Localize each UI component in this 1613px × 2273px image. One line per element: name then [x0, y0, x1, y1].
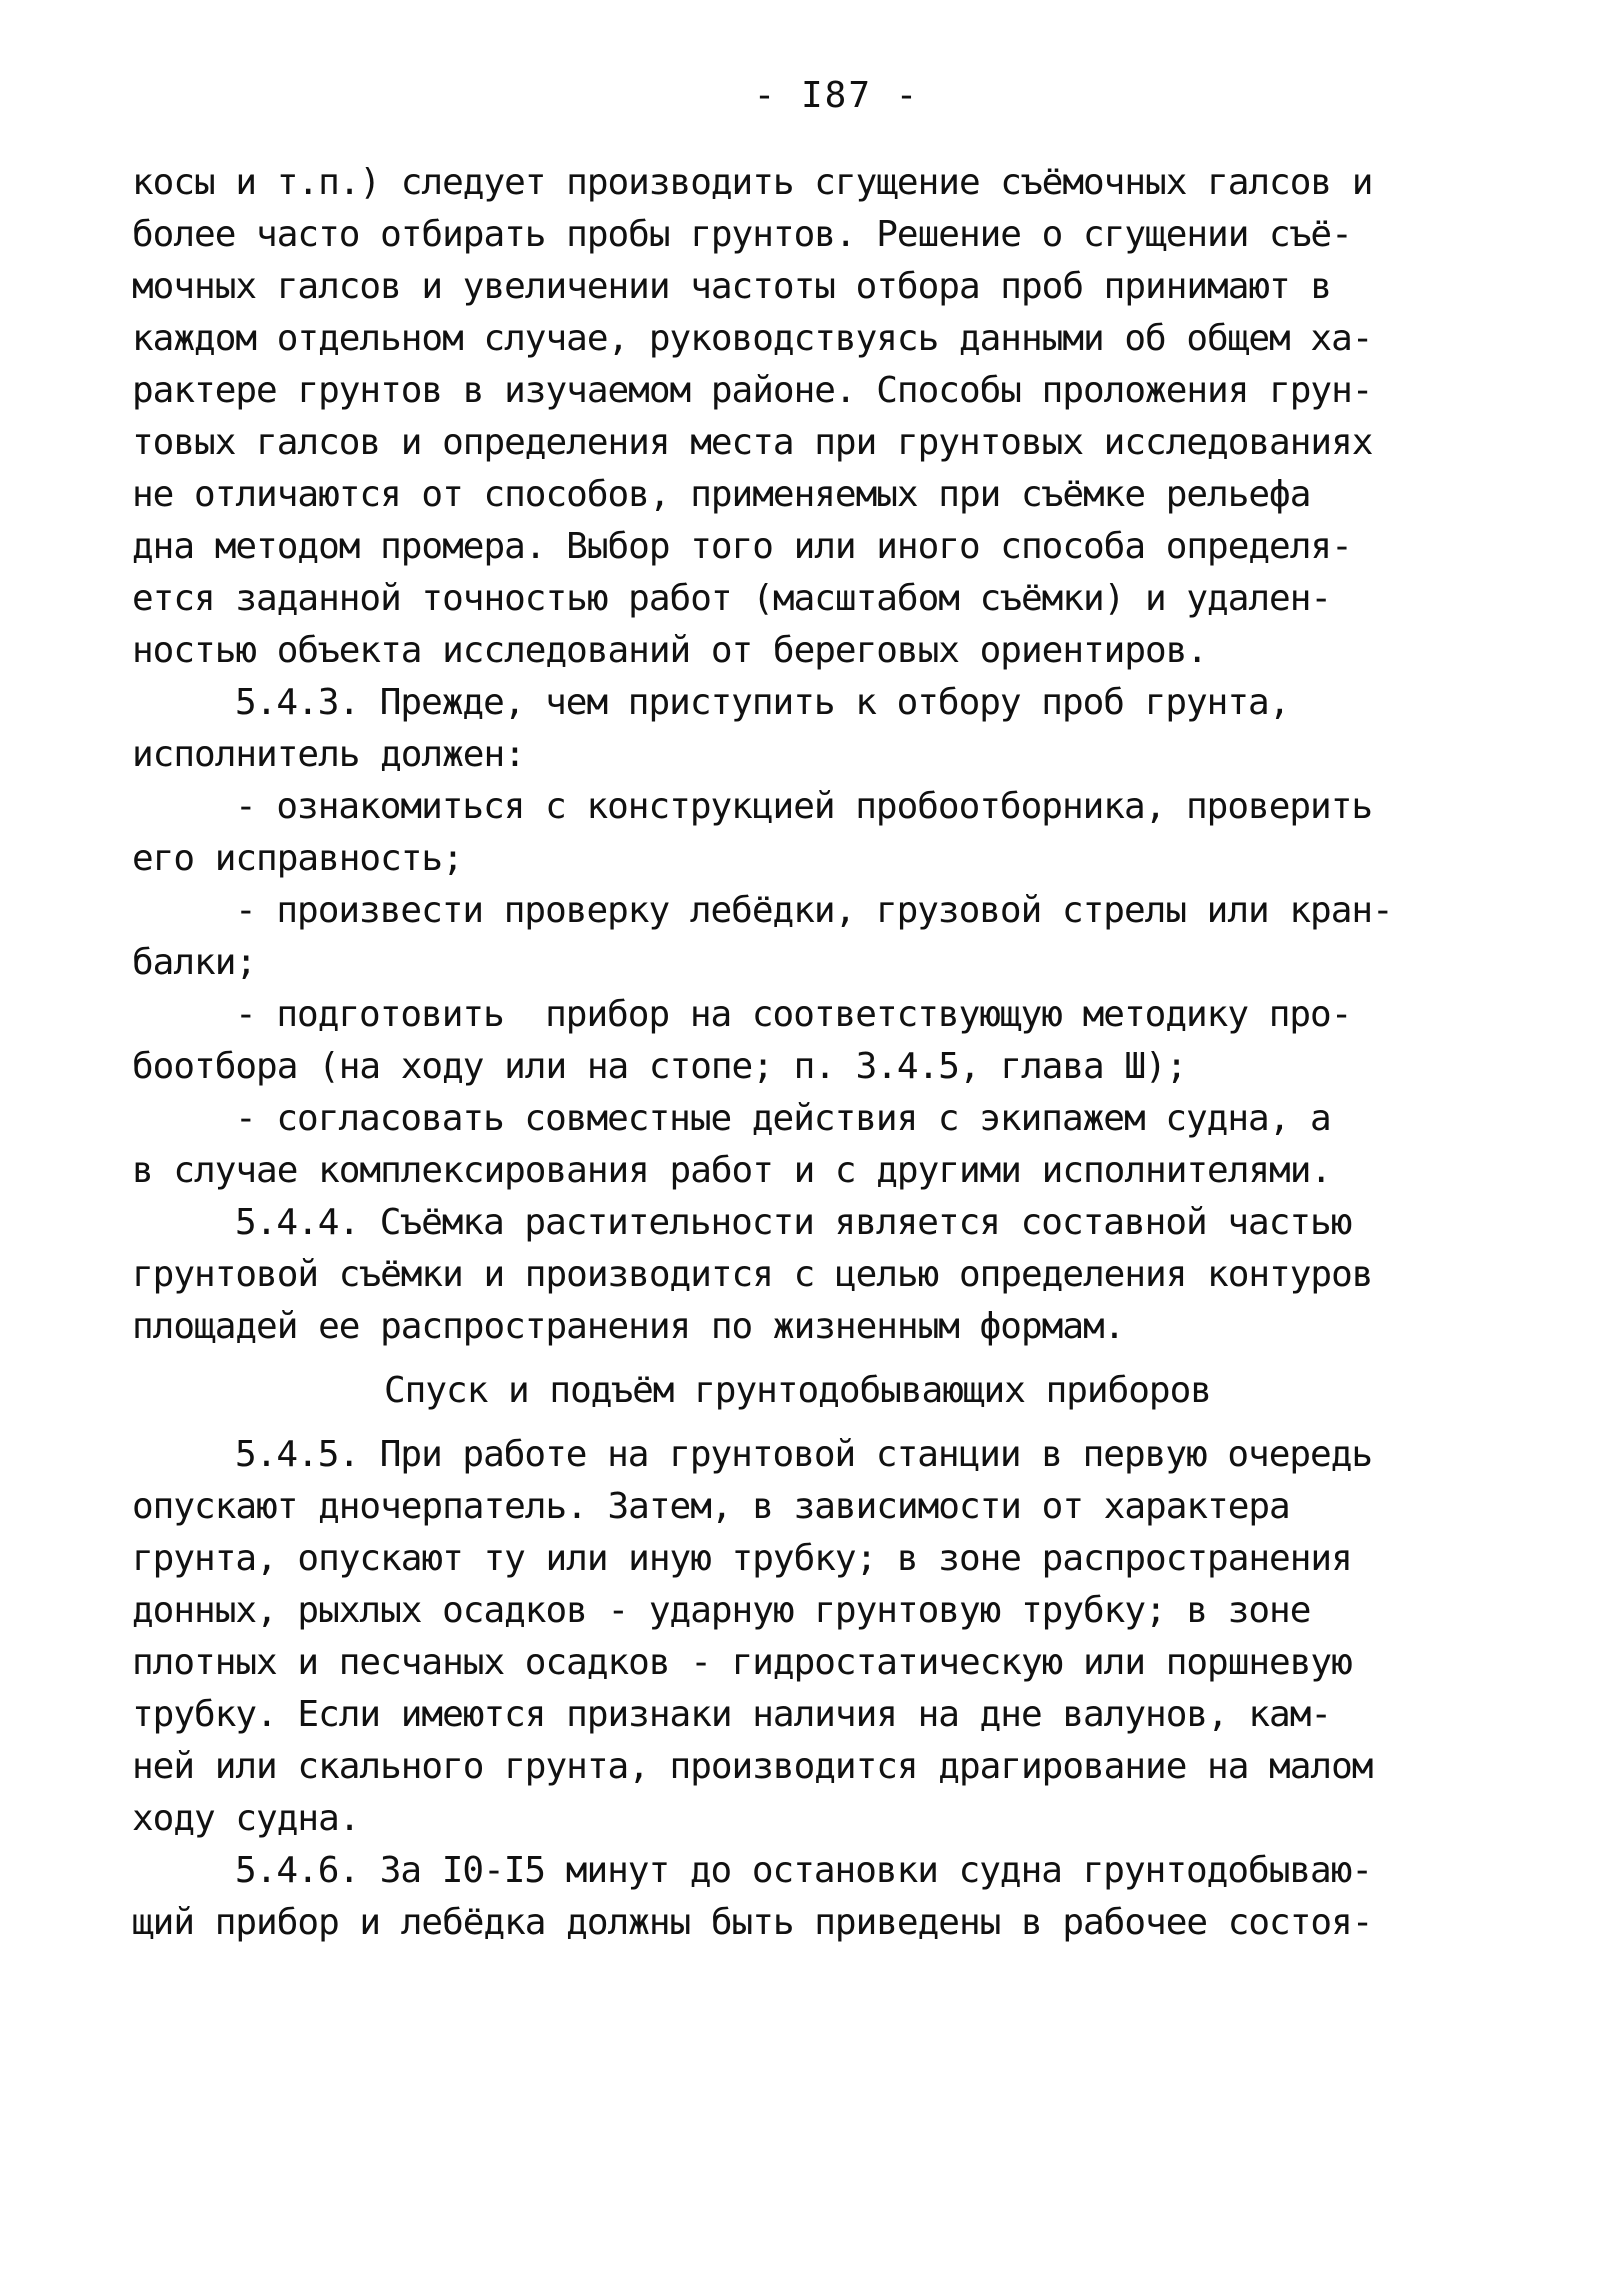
text-line: дна методом промера. Выбор того или иного способа определя- — [132, 526, 1352, 567]
text-line: грунтовой съёмки и производится с целью определения контуров — [132, 1254, 1373, 1295]
text-line: 5.4.5. При работе на грунтовой станции в первую очередь — [235, 1434, 1373, 1475]
section-heading: Спуск и подъём грунтодобывающих приборов — [384, 1370, 1211, 1411]
text-line: - произвести проверку лебёдки, грузовой стрелы или кран- — [235, 890, 1393, 931]
text-line: щий прибор и лебёдка должны быть приведены в рабочее состоя- — [132, 1902, 1373, 1943]
text-line: ностью объекта исследований от береговых ориентиров. — [132, 630, 1208, 671]
text-line: балки; — [132, 942, 257, 983]
text-line: ходу судна. — [132, 1798, 360, 1839]
text-line: - согласовать совместные действия с экипажем судна, а — [235, 1098, 1331, 1139]
text-line: рактере грунтов в изучаемом районе. Способы проложения грун- — [132, 370, 1373, 411]
text-line: 5.4.6. За I0-I5 минут до остановки судна грунтодобываю- — [235, 1850, 1373, 1891]
text-line: исполнитель должен: — [132, 734, 525, 775]
text-line: боотбора (на ходу или на стопе; п. 3.4.5, глава Ш); — [132, 1046, 1187, 1087]
text-line: более часто отбирать пробы грунтов. Решение о сгущении съё- — [132, 214, 1352, 255]
text-line: косы и т.п.) следует производить сгущение съёмочных галсов и — [132, 162, 1373, 203]
text-line: донных, рыхлых осадков - ударную грунтовую трубку; в зоне — [132, 1590, 1311, 1631]
paragraph-5-4-5 — [132, 1429, 1482, 1845]
paragraph-continuation — [132, 157, 1482, 677]
paragraph-5-4-6 — [132, 1845, 1482, 1949]
text-line: 5.4.4. Съёмка растительности является составной частью — [235, 1202, 1352, 1243]
text-line: трубку. Если имеются признаки наличия на дне валунов, кам- — [132, 1694, 1332, 1735]
text-line: товых галсов и определения места при грунтовых исследованиях — [132, 422, 1373, 463]
text-line: ней или скального грунта, производится драгирование на малом — [132, 1746, 1373, 1787]
text-line: плотных и песчаных осадков - гидростатическую или поршневую — [132, 1642, 1352, 1683]
text-line: ется заданной точностью работ (масштабом съёмки) и удален- — [132, 578, 1332, 619]
paragraph-5-4-4 — [132, 1197, 1482, 1353]
list-item — [132, 989, 1482, 1093]
list-item — [132, 885, 1482, 989]
text-line: площадей ее распространения по жизненным формам. — [132, 1306, 1125, 1347]
list-item — [132, 781, 1482, 885]
page-number: - I87 - — [753, 75, 920, 116]
text-line: мочных галсов и увеличении частоты отбора проб принимают в — [132, 266, 1332, 307]
text-line: каждом отдельном случае, руководствуясь данными об общем ха- — [132, 318, 1373, 359]
body-text — [132, 157, 1482, 1949]
text-line: в случае комплексирования работ и с другими исполнителями. — [132, 1150, 1332, 1191]
text-line: грунта, опускают ту или иную трубку; в зоне распространения — [132, 1538, 1352, 1579]
list-item — [132, 1093, 1482, 1197]
paragraph-5-4-3 — [132, 677, 1482, 781]
text-line: - подготовить прибор на соответствующую методику про- — [235, 994, 1352, 1035]
requirements-list — [132, 781, 1482, 1197]
text-line: его исправность; — [132, 838, 463, 879]
text-line: - ознакомиться с конструкцией пробоотборника, проверить — [235, 786, 1373, 827]
text-line: опускают дночерпатель. Затем, в зависимости от характера — [132, 1486, 1290, 1527]
text-line: не отличаются от способов, применяемых при съёмке рельефа — [132, 474, 1311, 515]
text-line: 5.4.3. Прежде, чем приступить к отбору проб грунта, — [235, 682, 1290, 723]
